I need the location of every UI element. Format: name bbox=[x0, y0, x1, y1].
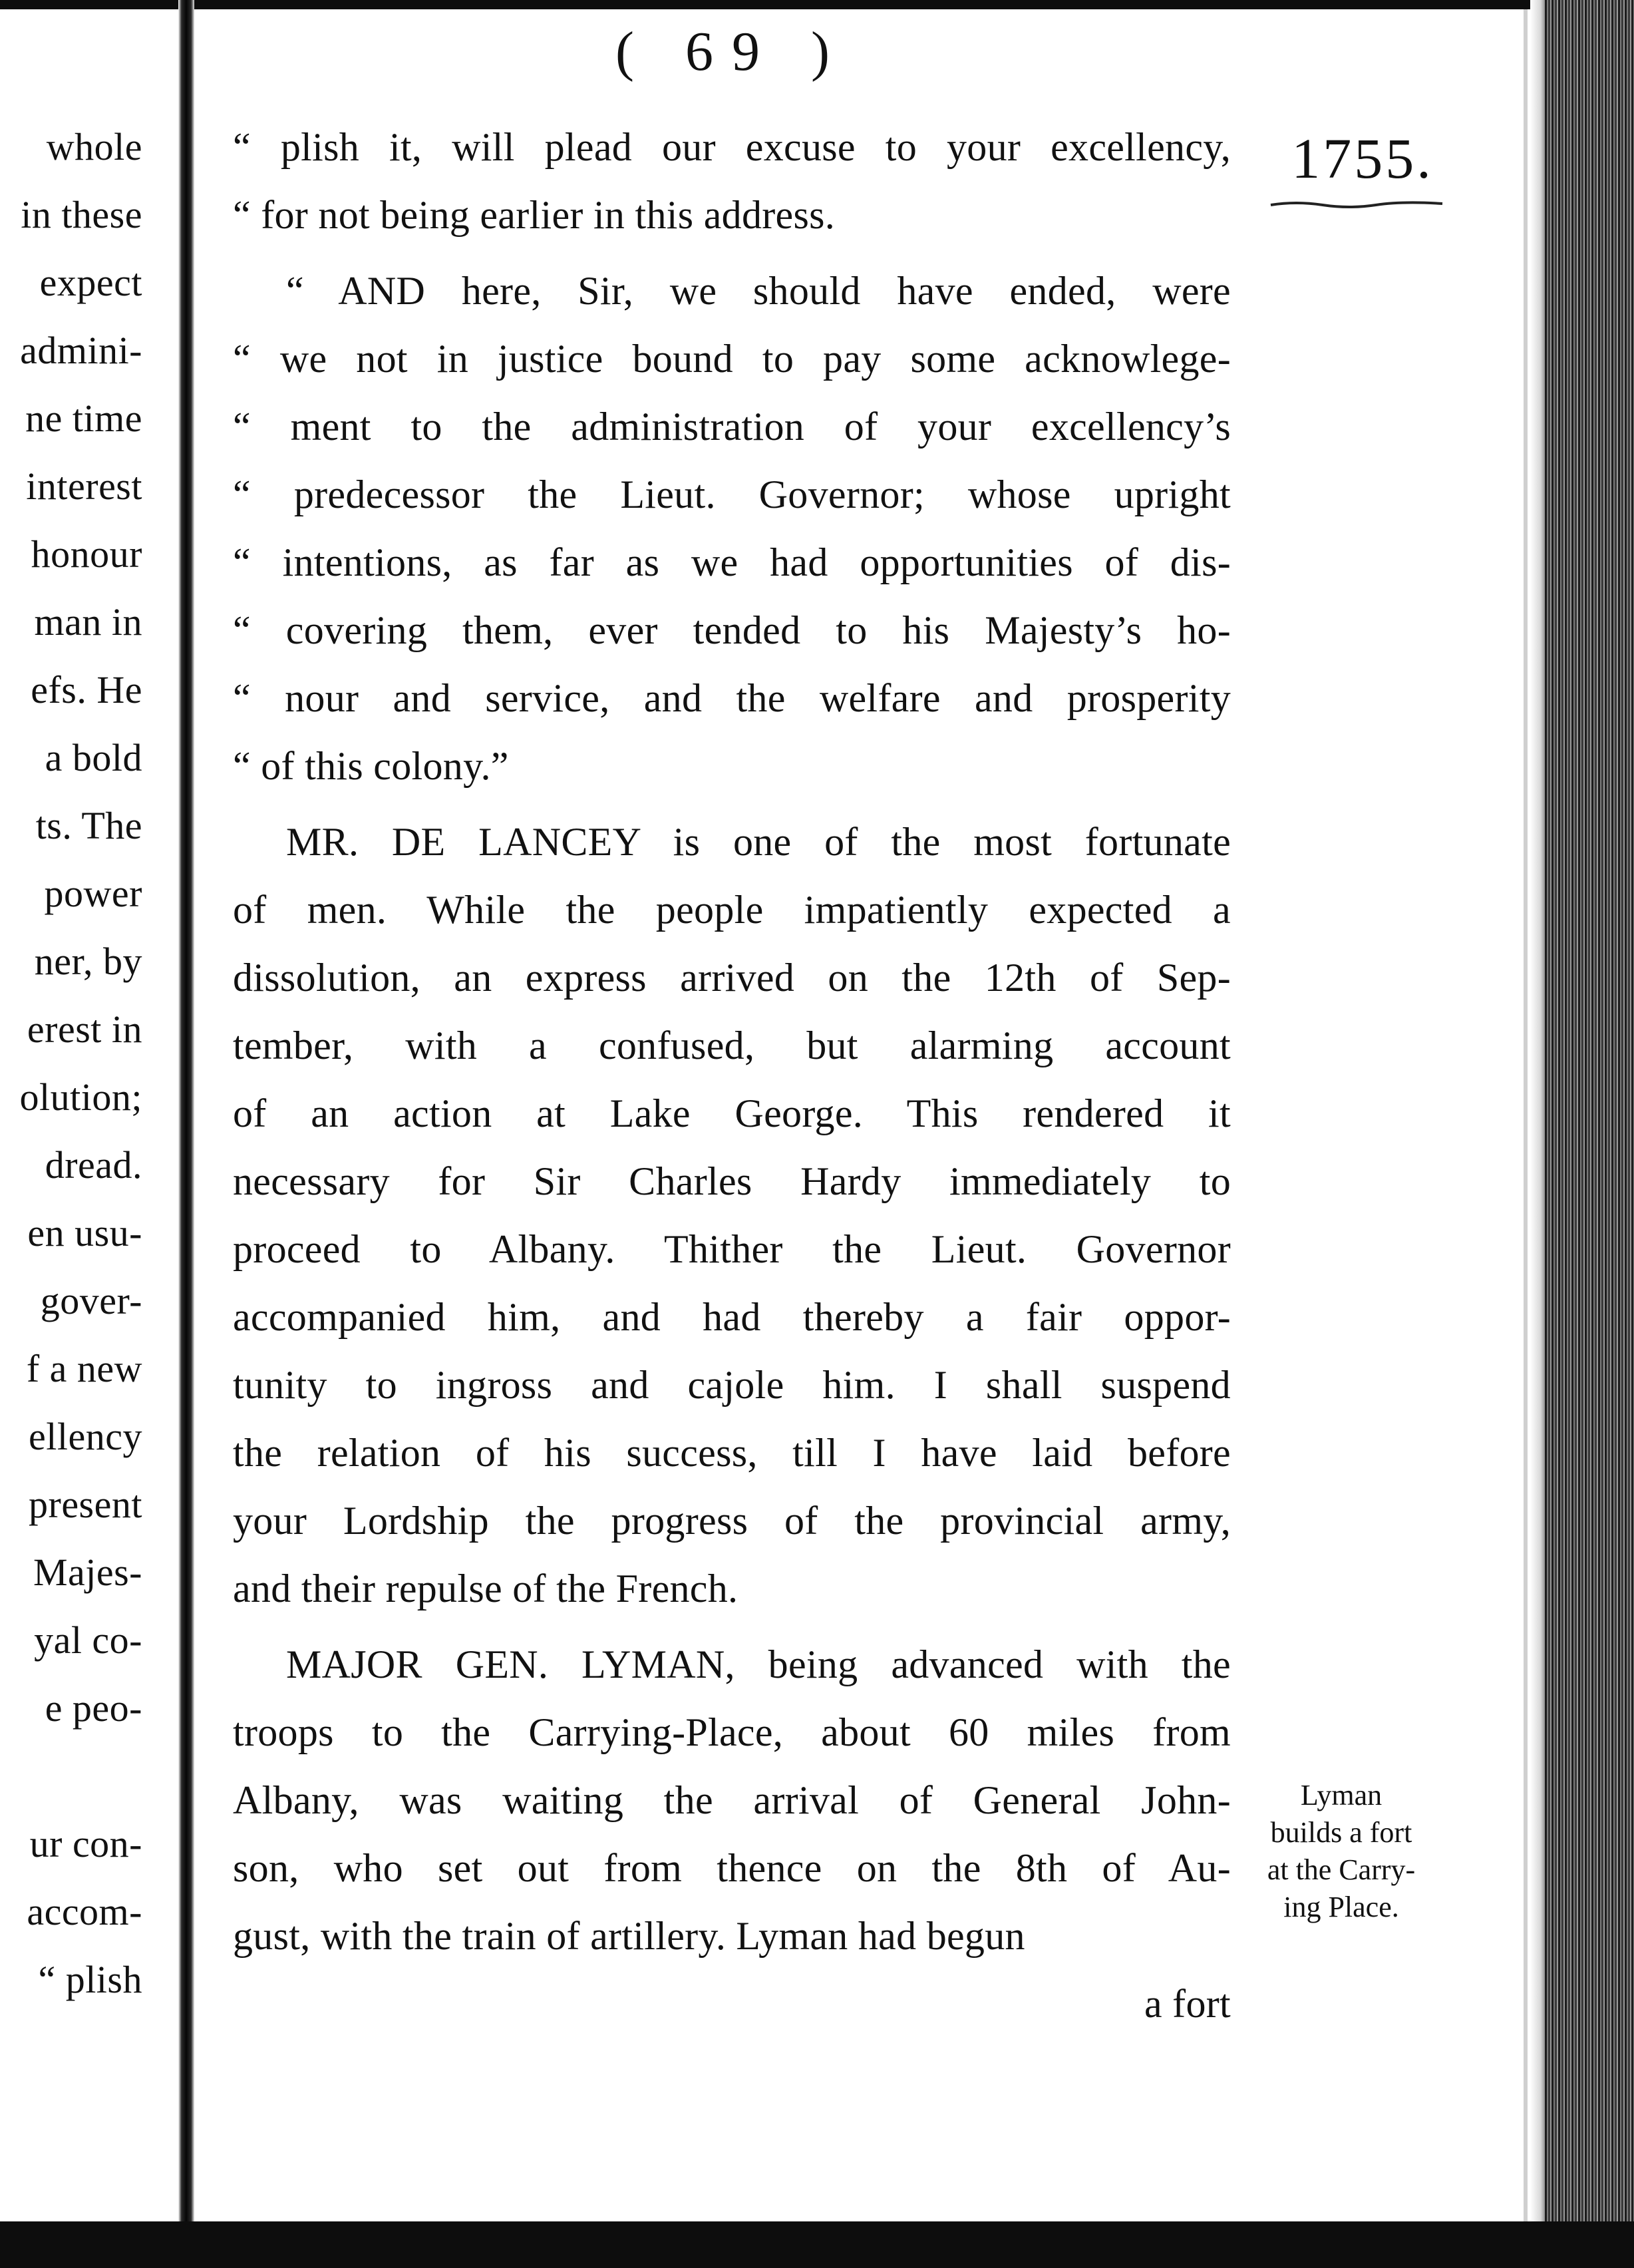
page-edge-shadow bbox=[1524, 9, 1528, 2221]
margin-side-note bbox=[1241, 1777, 1441, 1926]
text-line: son, who set out from thence on the 8th of Au- bbox=[233, 1846, 1231, 1890]
text-line: the relation of his success, till I have laid before bbox=[233, 1431, 1231, 1475]
text-line: Albany, was waiting the arrival of General John- bbox=[233, 1778, 1231, 1822]
year-ornament-rule bbox=[1269, 200, 1444, 209]
fragment-line: f a new bbox=[26, 1347, 142, 1390]
fragment-line: gover- bbox=[40, 1279, 142, 1322]
text-line: of an action at Lake George. This rendered it bbox=[233, 1091, 1231, 1135]
text-line: troops to the Carrying-Place, about 60 miles from bbox=[233, 1710, 1231, 1754]
text-line: of men. While the people impatiently expected a bbox=[233, 888, 1231, 932]
text-line: “ covering them, ever tended to his Majesty’s ho- bbox=[233, 608, 1231, 652]
text-line: dissolution, an express arrived on the 12th of Sep- bbox=[233, 956, 1231, 1000]
fragment-line: ne time bbox=[25, 397, 142, 440]
fragment-line: efs. He bbox=[31, 668, 142, 711]
text-line: your Lordship the progress of the provincial army, bbox=[233, 1499, 1231, 1543]
text-line: accompanied him, and had thereby a fair oppor- bbox=[233, 1295, 1231, 1339]
fragment-line: man in bbox=[34, 600, 142, 644]
fragment-line: whole bbox=[46, 125, 142, 168]
text-line: MR. DE LANCEY is one of the most fortunate bbox=[286, 820, 1231, 864]
paragraph-address bbox=[233, 257, 1231, 800]
text-line: “ AND here, Sir, we should have ended, were bbox=[286, 269, 1231, 313]
left-page-fragment bbox=[0, 113, 174, 2014]
text-line: “ predecessor the Lieut. Governor; whose upright bbox=[233, 472, 1231, 516]
paragraph-lyman bbox=[233, 1630, 1231, 1970]
book-fore-edge bbox=[1545, 0, 1634, 2226]
fragment-line: accom- bbox=[27, 1890, 142, 1933]
scan-bottom-border bbox=[0, 2221, 1634, 2268]
scan-top-border bbox=[0, 0, 1634, 9]
fragment-line: ts. The bbox=[35, 804, 142, 847]
side-note-line: at the Carry- bbox=[1267, 1853, 1416, 1886]
text-line: tember, with a confused, but alarming account bbox=[233, 1024, 1231, 1067]
book-gutter bbox=[178, 0, 194, 2226]
text-line: tunity to ingross and cajole him. I shall suspend bbox=[233, 1363, 1231, 1407]
catchword: a fort bbox=[1144, 1982, 1231, 2026]
fragment-line: erest in bbox=[27, 1008, 142, 1051]
fragment-line: Majes- bbox=[33, 1551, 142, 1594]
text-line: gust, with the train of artillery. Lyman had begun bbox=[233, 1914, 1025, 1958]
fragment-line bbox=[0, 1742, 174, 1810]
text-line: “ nour and service, and the welfare and prosperity bbox=[233, 676, 1231, 720]
margin-year: 1755. bbox=[1291, 126, 1434, 190]
fragment-line: interest bbox=[26, 465, 142, 508]
text-line: necessary for Sir Charles Hardy immediately to bbox=[233, 1159, 1231, 1203]
text-line: and their repulse of the French. bbox=[233, 1567, 738, 1610]
text-line: proceed to Albany. Thither the Lieut. Governor bbox=[233, 1227, 1231, 1271]
side-note-line: ing Place. bbox=[1283, 1891, 1399, 1923]
fragment-line: ner, by bbox=[34, 940, 142, 983]
paragraph-de-lancey bbox=[233, 808, 1231, 1622]
paragraph-continuation bbox=[233, 113, 1231, 249]
side-note-line: builds a fort bbox=[1270, 1816, 1412, 1849]
fragment-line: yal co- bbox=[34, 1618, 142, 1662]
main-text-block bbox=[233, 113, 1231, 2038]
fragment-line: e peo- bbox=[45, 1686, 142, 1730]
text-line: “ of this colony.” bbox=[233, 744, 509, 788]
fragment-line: “ plish bbox=[38, 1958, 142, 2001]
fragment-line: honour bbox=[31, 532, 142, 576]
fragment-line: dread. bbox=[45, 1143, 142, 1187]
fragment-line: a bold bbox=[45, 736, 142, 779]
text-line: “ plish it, will plead our excuse to your excellency, bbox=[233, 125, 1231, 169]
fragment-line: admini- bbox=[20, 329, 142, 372]
fragment-line: in these bbox=[21, 193, 142, 236]
page-number: ( 69 ) bbox=[615, 21, 848, 83]
fragment-line: ur con- bbox=[29, 1822, 142, 1865]
text-line: “ we not in justice bound to pay some acknowlege- bbox=[233, 337, 1231, 381]
text-line: MAJOR GEN. LYMAN, being advanced with the bbox=[286, 1642, 1231, 1686]
fragment-line: present bbox=[29, 1483, 142, 1526]
side-note-line: Lyman bbox=[1300, 1779, 1383, 1811]
fragment-line: en usu- bbox=[27, 1211, 142, 1254]
text-line: “ intentions, as far as we had opportunities of dis- bbox=[233, 540, 1231, 584]
fragment-line: expect bbox=[39, 261, 142, 304]
fragment-line: power bbox=[44, 872, 142, 915]
text-line: “ for not being earlier in this address. bbox=[233, 193, 836, 237]
text-line: “ ment to the administration of your excellency’s bbox=[233, 405, 1231, 449]
fragment-line: ellency bbox=[29, 1415, 142, 1458]
fragment-line: olution; bbox=[19, 1075, 142, 1119]
